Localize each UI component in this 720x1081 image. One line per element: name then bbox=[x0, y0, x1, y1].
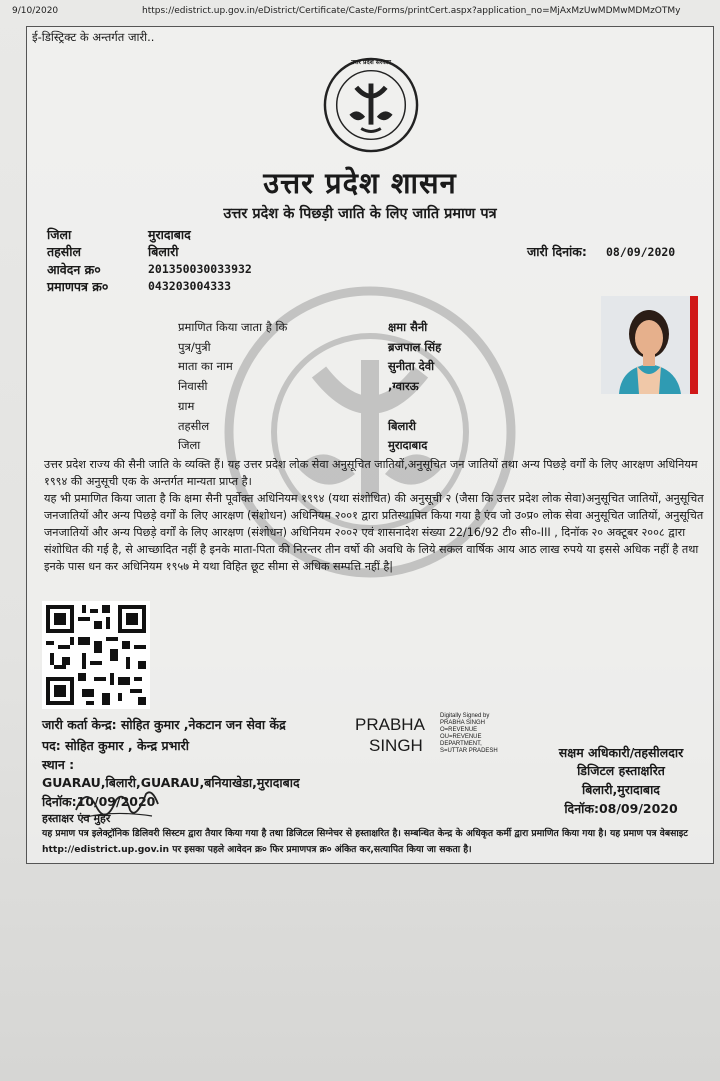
person-tehsil-value: बिलारी bbox=[388, 419, 417, 433]
handwritten-signature bbox=[72, 780, 162, 824]
certify-label: प्रमाणित किया जाता है कि bbox=[178, 320, 288, 334]
applicant-photo bbox=[601, 296, 698, 394]
tehsil-label: तहसील bbox=[47, 244, 81, 259]
print-url: https://edistrict.up.gov.in/eDistrict/Certificate/Caste/Forms/printCert.aspx?application_no=MjAxMzUwMDMwMDMzOTMy bbox=[142, 6, 681, 16]
footer-note: यह प्रमाण पत्र इलेक्ट्रॉनिक डिलिवरी सिस्टम द्वारा तैयार किया गया है तथा डिजिटल सिग्नेचर से हस्ताक्षरित है। सम्बन्धित केन्द्र के अधिकृत कर्मी द्वारा प्रमाणित किया गया है। यह प्रमाण पत्र वेबसाइट http://edistrict.up.gov.in पर इसका पहले आवेदन क्र० फिर प्रमाणपत्र क्र० अंकित कर,सत्यापित किया जा सकता है। bbox=[42, 828, 688, 855]
resident-value: ,ग्वारऊ bbox=[388, 379, 419, 393]
person-name: क्षमा सैनी bbox=[388, 320, 428, 334]
tehsil-value: बिलारी bbox=[148, 244, 179, 259]
certificate-label: प्रमाणपत्र क्र० bbox=[47, 279, 109, 294]
issuer-center: जारी कर्ता केन्द्र: सोहित कुमार ,नेकटान जन सेवा केंद्र bbox=[42, 717, 286, 732]
issuer-post: पद: सोहित कुमार , केन्द्र प्रभारी bbox=[42, 738, 189, 753]
emblem-text: उत्तर प्रदेश सरकार bbox=[351, 59, 391, 66]
print-date: 9/10/2020 bbox=[12, 6, 59, 16]
application-label: आवेदन क्र० bbox=[47, 262, 101, 277]
authority-place: बिलारी,मुरादाबाद bbox=[582, 782, 660, 797]
authority-title: सक्षम अधिकारी/तहसीलदार bbox=[558, 745, 684, 760]
mother-label: माता का नाम bbox=[178, 359, 233, 373]
issuer-sign-label: हस्ताक्षर एंव मुहर bbox=[42, 812, 111, 825]
authority-digital: डिजिटल हस्ताक्षरित bbox=[577, 763, 665, 778]
caste-paragraph: उत्तर प्रदेश राज्य की सैनी जाति के व्यक्ति हैं। यह उत्तर प्रदेश लोक सेवा अनुसूचित जातियों,अनुसूचित जन जातियों तथा अन्य पिछड़े वर्गों के लिए आरक्षण अधिनियम १९९४ की अनुसूची एक के अन्तर्गत मान्यता प्राप्त है। bbox=[44, 458, 698, 488]
person-district-label: जिला bbox=[178, 438, 201, 452]
mother-name: सुनीता देवी bbox=[388, 359, 435, 373]
digital-signature-details: Digitally Signed by PRABHA SINGH O=REVENUE OU=REVENUE DEPARTMENT, S=UTTAR PRADESH bbox=[440, 713, 498, 754]
authority-date: दिनॉक:08/09/2020 bbox=[564, 801, 678, 816]
village-label: ग्राम bbox=[178, 399, 195, 413]
application-value: 201350030033932 bbox=[148, 262, 252, 276]
photo-edge-mark bbox=[690, 296, 698, 394]
digital-signature-name: PRABHA SINGH bbox=[355, 715, 425, 755]
resident-label: निवासी bbox=[178, 379, 208, 393]
district-label: जिला bbox=[47, 227, 72, 242]
issue-date-value: 08/09/2020 bbox=[606, 245, 676, 259]
up-emblem-icon bbox=[322, 56, 420, 154]
qr-code bbox=[42, 600, 150, 710]
issuer-place-value: GUARAU,बिलारी,GUARAU,बनियाखेडा,मुरादाबाद bbox=[42, 775, 300, 790]
eligibility-paragraph: यह भी प्रमाणित किया जाता है कि क्षमा सैनी पूर्वोक्त अधिनियम १९९४ (यथा संशोधित) की अनुसूची २ (जैसा कि उत्तर प्रदेश लोक सेवा)अनुसूचित जातियों, अनुसूचित जनजातियों और अन्य पिछड़े वर्गों के लिए आरक्षण (संशोधन) अधिनियम २००१ द्वारा प्रतिस्थापित किया गया है एंव जो उ०प्र० लोक सेवा अनुसूचित जातियों, अनुसूचित जनजातियों और अन्य पिछड़े वर्गों के लिए आरक्षण (संशोधन) अधिनियम २००२ एवं शासनादेश संख्या 22/16/92 टी० सी०-III , दिनॉक २० अक्टूबर २००८ द्वारा संशोधित की गई है, से आच्छादित नहीं है इनके माता-पिता की निरन्तर तीन वर्षो की अवधि के लिये सकल वार्षिक आय आठ लाख रुपये या इससे अधिक नहीं है तथा इनके पास धन कर अधिनियम १९५७ मे यथा विहित छूट सीमा से अधिक सम्पत्ति नहीं है| bbox=[44, 492, 704, 573]
issuer-date: दिनॉक:10/09/2020 bbox=[42, 794, 156, 809]
page-title: उत्तर प्रदेश शासन bbox=[263, 166, 457, 200]
page-subtitle: उत्तर प्रदेश के पिछड़ी जाति के लिए जाति प्रमाण पत्र bbox=[223, 206, 497, 222]
certificate-value: 043203004333 bbox=[148, 279, 232, 293]
person-district-value: मुरादाबाद bbox=[388, 438, 428, 452]
person-tehsil-label: तहसील bbox=[178, 419, 210, 433]
issue-date-label: जारी दिनांक: bbox=[527, 244, 587, 259]
father-name: ब्रजपाल सिंह bbox=[388, 340, 442, 354]
top-note: ई-डिस्ट्रिक्ट के अन्तर्गत जारी.. bbox=[32, 30, 155, 44]
relation-label: पुत्र/पुत्री bbox=[178, 340, 211, 354]
district-value: मुरादाबाद bbox=[148, 227, 191, 242]
issuer-place-label: स्थान : bbox=[42, 757, 75, 772]
